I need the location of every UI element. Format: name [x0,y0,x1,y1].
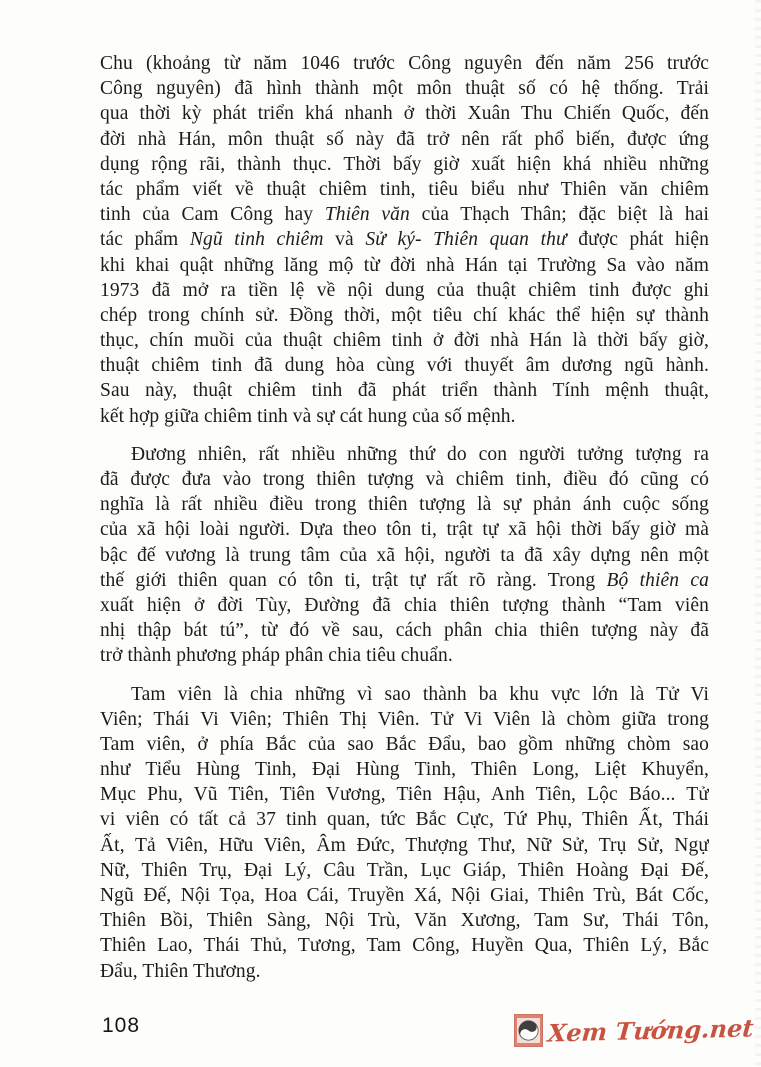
text-line: Đẩu, Thiên Thương. [100,960,261,982]
text-line: tác phẩm viết về thuật chiêm tinh, tiêu biểu như Thiên văn chiêm [100,178,709,200]
text-line: Tam viên là chia những vì sao thành ba khu vực lớn là Tử Vi [131,683,709,705]
text-line: Ất, Tả Viên, Hữu Viên, Âm Đức, Thượng Thư, Nữ Sử, Trụ Sử, Ngự [100,834,709,856]
text-line: Ngũ Đế, Nội Tọa, Hoa Cái, Truyền Xá, Nội Giai, Thiên Trù, Bát Cốc, [100,885,709,906]
text-line: dụng rộng rãi, thành thục. Thời bấy giờ xuất hiện khá nhiều những [100,153,709,175]
scan-noise-edge [755,0,761,1067]
text-line: nhị thập bát tú”, từ đó về sau, cách phân chia thiên tượng này đã [100,620,709,642]
text-line: kết hợp giữa chiêm tinh và sự cát hung của số mệnh. [100,405,516,427]
text-line: Đương nhiên, rất nhiều những thứ do con người tưởng tượng ra [131,443,709,465]
text-line: thuật chiêm tinh đã dung hòa cùng với thuyết âm dương ngũ hành. [100,355,709,377]
text-line: Công nguyên) đã hình thành một môn thuật số có hệ thống. Trải [100,78,709,100]
text-line: khi khai quật những lăng mộ từ đời nhà Hán tại Trường Sa vào năm [100,254,709,276]
text-line: trở thành phương pháp phân chia tiêu chuẩn. [100,645,453,667]
text-line: Mục Phu, Vũ Tiên, Tiên Vương, Tiên Hậu, Anh Tiên, Lộc Báo... Tử [100,784,709,806]
text-line: Thiên Bồi, Thiên Sàng, Nội Trù, Văn Xương, Tam Sư, Thái Tôn, [100,910,709,932]
text-line: chép trong chính sử. Đồng thời, một tiêu chí khác thể hiện sự thành [100,304,709,326]
text-line: Sau này, thuật chiêm tinh đã phát triển thành Tính mệnh thuật, [100,380,709,402]
text-line: tinh của Cam Công hay Thiên văn của Thạch Thân; đặc biệt là hai [100,204,709,226]
text-line: qua thời kỳ phát triển khá nhanh ở thời Xuân Thu Chiến Quốc, đến [100,103,709,125]
page-body [100,51,709,997]
text-line: 1973 đã mở ra tiền lệ về nội dung của thuật chiêm tinh được ghi [100,279,709,301]
watermark-text: Xem Tướng.net [546,1013,755,1048]
watermark [514,1014,753,1047]
paragraph-2 [100,442,709,669]
text-line: Chu (khoảng từ năm 1046 trước Công nguyên đến năm 256 trước [100,53,709,74]
paragraph-3 [100,682,709,984]
text-line: Viên; Thái Vi Viên; Thiên Thị Viên. Tử Vi Viên là chòm giữa trong [100,708,709,730]
text-line: nghĩa là rất nhiều điều trong thiên tượng là sự phản ánh cuộc sống [100,494,709,516]
page-footer [0,1008,761,1067]
text-line: đã được đưa vào trong thiên tượng và chiêm tinh, điều đó cũng có [100,469,709,490]
text-line: vi viên có tất cả 37 tinh quan, tức Bắc Cực, Tứ Phụ, Thiên Ất, Thái [100,809,709,831]
text-line: Nữ, Thiên Trụ, Đại Lý, Câu Trần, Lục Giáp, Thiên Hoàng Đại Đế, [100,859,709,881]
text-line: bậc đế vương là trung tâm của xã hội, người ta đã xây dựng nên một [100,544,709,566]
text-line: Thiên Lao, Thái Thủ, Tương, Tam Công, Huyền Qua, Thiên Lý, Bắc [100,935,709,957]
text-line: thế giới thiên quan có tôn ti, trật tự rất rõ ràng. Trong Bộ thiên ca [100,569,709,591]
text-line: tác phẩm Ngũ tinh chiêm và Sử ký- Thiên quan thư được phát hiện [100,229,709,251]
text-line: Tam viên, ở phía Bắc của sao Bắc Đẩu, bao gồm những chòm sao [100,733,709,755]
text-line: đời nhà Hán, môn thuật số này đã trở nên rất phổ biến, được ứng [100,128,709,150]
text-line: xuất hiện ở đời Tùy, Đường đã chia thiên tượng thành “Tam viên [100,594,709,616]
page-number: 108 [102,1014,141,1037]
text-line: của xã hội loài người. Dựa theo tôn ti, trật tự xã hội thời bấy giờ mà [100,519,709,541]
text-line: thục, chín muồi của thuật chiêm tinh ở đời nhà Hán là thời bấy giờ, [100,330,709,352]
yinyang-icon [514,1014,543,1047]
paragraph-1 [100,51,709,429]
text-line: như Tiểu Hùng Tinh, Đại Hùng Tinh, Thiên Long, Liệt Khuyển, [100,759,709,781]
